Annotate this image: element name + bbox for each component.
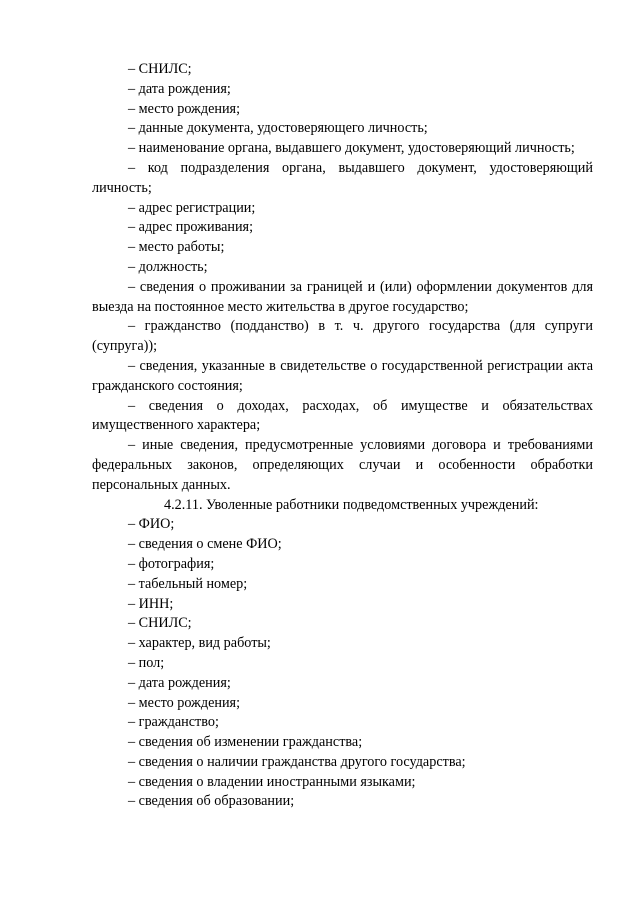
list-item: – сведения об изменении гражданства; <box>128 734 363 751</box>
list-item: – сведения об образовании; <box>128 793 295 810</box>
list-item: – адрес регистрации; <box>128 199 256 216</box>
section-heading <box>92 496 593 516</box>
list-item: – ФИО; <box>128 516 175 533</box>
list-item: – фотография; <box>128 555 215 572</box>
list-item: – наименование органа, выдавшего документ, удостоверяющий личность; <box>128 140 575 157</box>
list-item: – сведения о владении иностранными языками; <box>128 773 416 790</box>
list-item: – пол; <box>128 654 165 671</box>
list-item: – место рождения; <box>128 100 241 117</box>
list-item: – данные документа, удостоверяющего личность; <box>128 120 428 137</box>
list-item: – характер, вид работы; <box>128 635 271 652</box>
list-item: – ИНН; <box>128 595 174 612</box>
list-item: – должность; <box>128 258 208 275</box>
section-number: 4.2.11. <box>164 496 203 513</box>
list-item: – место рождения; <box>128 694 241 711</box>
list-item: – сведения, указанные в свидетельстве о государственной регистрации акта гражданского состояния; <box>92 357 593 394</box>
list-item: – СНИЛС; <box>128 615 192 632</box>
list-item: – гражданство; <box>128 714 219 731</box>
list-item: – иные сведения, предусмотренные условиями договора и требованиями федеральных законов, определяющих случаи и особенности обработки персональных данных. <box>92 437 593 493</box>
list-item: – дата рождения; <box>128 80 231 97</box>
list-item: – табельный номер; <box>128 575 248 592</box>
list-item: – гражданство (подданство) в т. ч. другого государства (для супруги (супруга)); <box>92 318 593 355</box>
list-item: – место работы; <box>128 239 225 256</box>
list-item: – адрес проживания; <box>128 219 254 236</box>
list-item: – сведения о наличии гражданства другого государства; <box>128 753 466 770</box>
list-item: – дата рождения; <box>128 674 231 691</box>
list-item: – СНИЛС; <box>128 61 192 77</box>
list-item: – сведения о проживании за границей и (или) оформлении документов для выезда на постоянное место жительства в другое государство; <box>92 278 593 315</box>
document-body <box>92 60 593 812</box>
list-item: – сведения о смене ФИО; <box>128 536 282 553</box>
section-title: Уволенные работники подведомственных учреждений: <box>206 496 539 513</box>
list-item: – код подразделения органа, выдавшего документ, удостоверяющий личность; <box>92 159 593 196</box>
list-item: – сведения о доходах, расходах, об имуществе и обязательствах имущественного характера; <box>92 397 593 434</box>
